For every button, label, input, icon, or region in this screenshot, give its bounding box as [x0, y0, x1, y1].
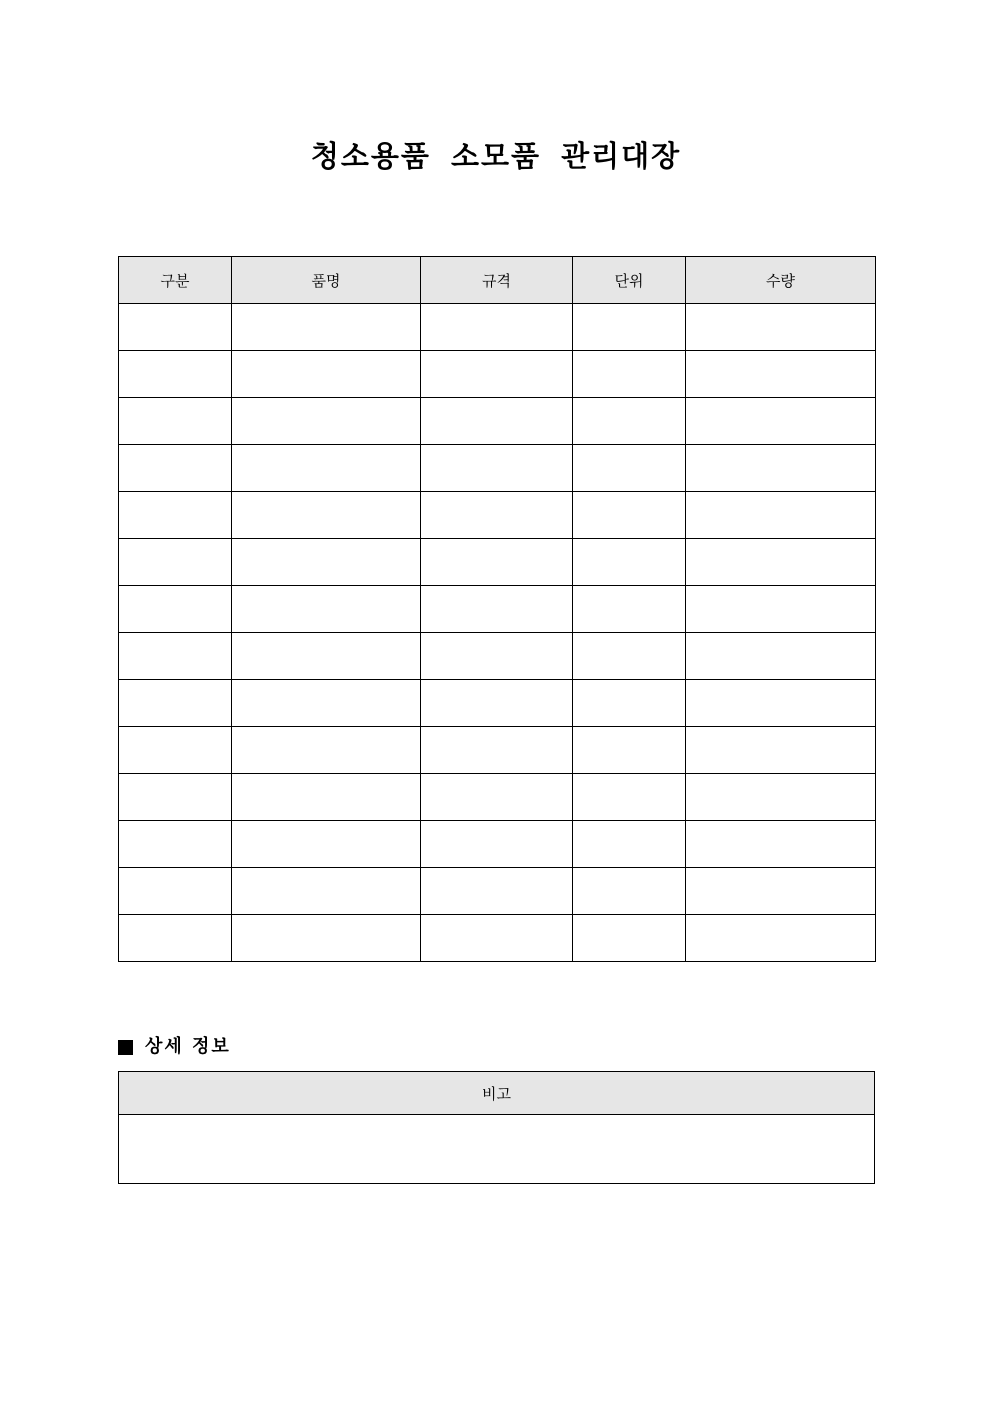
inventory-table-body: [119, 304, 876, 962]
table-cell-category[interactable]: [119, 539, 232, 586]
table-cell-specification[interactable]: [421, 774, 573, 821]
table-cell-quantity[interactable]: [686, 586, 876, 633]
inventory-table: [118, 256, 876, 962]
table-cell-unit[interactable]: [573, 633, 686, 680]
table-row: [119, 774, 876, 821]
table-cell-category[interactable]: [119, 445, 232, 492]
table-row: [119, 821, 876, 868]
table-cell-quantity[interactable]: [686, 868, 876, 915]
notes-column-header: 비고: [119, 1072, 875, 1115]
table-cell-unit[interactable]: [573, 821, 686, 868]
table-cell-item-name[interactable]: [232, 586, 421, 633]
column-header-category: 구분: [119, 257, 232, 304]
table-cell-unit[interactable]: [573, 586, 686, 633]
table-cell-item-name[interactable]: [232, 492, 421, 539]
notes-cell[interactable]: [119, 1115, 875, 1184]
table-cell-category[interactable]: [119, 398, 232, 445]
notes-row: [119, 1115, 875, 1184]
table-cell-quantity[interactable]: [686, 351, 876, 398]
table-cell-quantity[interactable]: [686, 727, 876, 774]
table-cell-unit[interactable]: [573, 868, 686, 915]
table-cell-category[interactable]: [119, 868, 232, 915]
table-cell-category[interactable]: [119, 304, 232, 351]
table-cell-specification[interactable]: [421, 633, 573, 680]
table-header-row: [119, 257, 876, 304]
table-row: [119, 633, 876, 680]
table-cell-unit[interactable]: [573, 774, 686, 821]
table-cell-quantity[interactable]: [686, 539, 876, 586]
column-header-specification: 규격: [421, 257, 573, 304]
notes-table: [118, 1071, 875, 1184]
table-cell-category[interactable]: [119, 586, 232, 633]
table-cell-specification[interactable]: [421, 398, 573, 445]
table-cell-item-name[interactable]: [232, 539, 421, 586]
table-cell-unit[interactable]: [573, 304, 686, 351]
table-cell-category[interactable]: [119, 774, 232, 821]
table-cell-unit[interactable]: [573, 398, 686, 445]
table-cell-item-name[interactable]: [232, 304, 421, 351]
table-cell-category[interactable]: [119, 633, 232, 680]
table-cell-specification[interactable]: [421, 821, 573, 868]
table-cell-item-name[interactable]: [232, 821, 421, 868]
table-cell-unit[interactable]: [573, 727, 686, 774]
table-cell-specification[interactable]: [421, 868, 573, 915]
table-cell-quantity[interactable]: [686, 492, 876, 539]
table-cell-category[interactable]: [119, 915, 232, 962]
table-row: [119, 680, 876, 727]
details-section-title: 상세 정보: [145, 1036, 231, 1057]
column-header-unit: 단위: [573, 257, 686, 304]
table-cell-item-name[interactable]: [232, 868, 421, 915]
table-cell-quantity[interactable]: [686, 774, 876, 821]
table-cell-specification[interactable]: [421, 680, 573, 727]
table-cell-specification[interactable]: [421, 351, 573, 398]
table-cell-category[interactable]: [119, 821, 232, 868]
table-cell-specification[interactable]: [421, 727, 573, 774]
table-cell-item-name[interactable]: [232, 445, 421, 492]
table-cell-unit[interactable]: [573, 492, 686, 539]
table-cell-specification[interactable]: [421, 492, 573, 539]
square-bullet-icon: [118, 1040, 133, 1055]
table-cell-category[interactable]: [119, 680, 232, 727]
table-cell-unit[interactable]: [573, 539, 686, 586]
column-header-item-name: 품명: [232, 257, 421, 304]
table-cell-item-name[interactable]: [232, 398, 421, 445]
details-section-heading: [118, 1034, 231, 1060]
table-row: [119, 868, 876, 915]
table-cell-specification[interactable]: [421, 915, 573, 962]
table-cell-item-name[interactable]: [232, 915, 421, 962]
table-cell-quantity[interactable]: [686, 915, 876, 962]
notes-header-row: [119, 1072, 875, 1115]
table-cell-item-name[interactable]: [232, 774, 421, 821]
table-row: [119, 727, 876, 774]
table-row: [119, 539, 876, 586]
table-cell-category[interactable]: [119, 727, 232, 774]
table-cell-unit[interactable]: [573, 915, 686, 962]
table-cell-item-name[interactable]: [232, 727, 421, 774]
table-cell-item-name[interactable]: [232, 680, 421, 727]
table-cell-specification[interactable]: [421, 304, 573, 351]
table-row: [119, 586, 876, 633]
table-cell-item-name[interactable]: [232, 633, 421, 680]
table-cell-quantity[interactable]: [686, 633, 876, 680]
table-cell-unit[interactable]: [573, 680, 686, 727]
column-header-quantity: 수량: [686, 257, 876, 304]
table-row: [119, 492, 876, 539]
table-cell-category[interactable]: [119, 492, 232, 539]
table-row: [119, 915, 876, 962]
table-cell-quantity[interactable]: [686, 445, 876, 492]
table-cell-item-name[interactable]: [232, 351, 421, 398]
table-cell-quantity[interactable]: [686, 304, 876, 351]
table-cell-specification[interactable]: [421, 445, 573, 492]
table-cell-specification[interactable]: [421, 586, 573, 633]
table-row: [119, 351, 876, 398]
table-cell-unit[interactable]: [573, 351, 686, 398]
table-cell-specification[interactable]: [421, 539, 573, 586]
table-cell-unit[interactable]: [573, 445, 686, 492]
table-row: [119, 304, 876, 351]
page-title: 청소용품 소모품 관리대장: [310, 139, 682, 173]
table-row: [119, 398, 876, 445]
table-row: [119, 445, 876, 492]
table-cell-quantity[interactable]: [686, 821, 876, 868]
table-cell-category[interactable]: [119, 351, 232, 398]
table-cell-quantity[interactable]: [686, 398, 876, 445]
table-cell-quantity[interactable]: [686, 680, 876, 727]
